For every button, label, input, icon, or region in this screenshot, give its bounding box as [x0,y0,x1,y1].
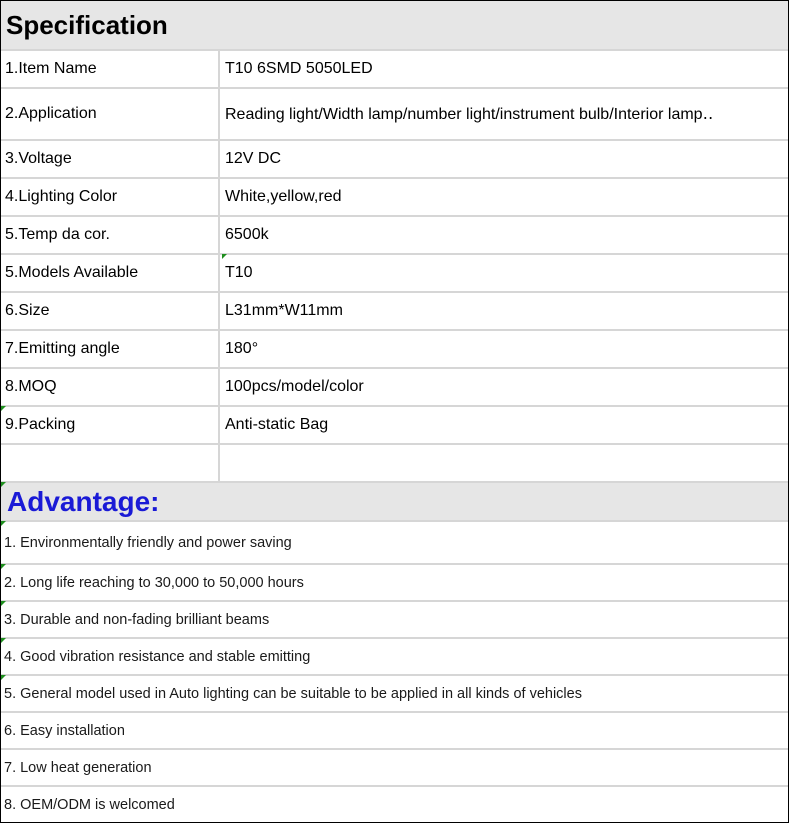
spec-value: L31mm*W11mm [225,302,343,319]
advantage-item [1,676,788,713]
spec-row [1,293,788,331]
spec-row [1,369,788,407]
spec-value: 6500k [225,226,269,243]
spec-value: Anti-static Bag [225,416,329,433]
spec-row [1,179,788,217]
spec-row [1,255,788,293]
advantage-item [1,602,788,639]
spec-label: 3.Voltage [1,141,220,177]
spec-row [1,141,788,179]
spec-value: White,yellow,red [225,188,342,205]
spec-value [222,445,788,481]
advantage-item [1,750,788,787]
advantage-item [1,522,788,565]
spec-label: 8.MOQ [1,369,220,405]
advantage-text: 7. Low heat generation [4,759,152,776]
spec-label: 4.Lighting Color [1,179,220,215]
specification-title: Specification [6,9,168,40]
advantage-item [1,787,788,822]
advantage-item [1,639,788,676]
spec-label: 6.Size [1,293,220,329]
spec-label: 5.Models Available [1,255,220,291]
spec-row [1,89,788,141]
spec-row-empty [1,445,788,483]
spec-label: 2.Application [1,89,220,139]
advantage-header [1,483,788,522]
spec-value: 12V DC [225,150,282,167]
specification-header [1,1,788,51]
spec-value: Reading light/Width lamp/number light/instrument bulb/Interior lamp‥ [225,106,714,123]
advantage-text: 3. Durable and non-fading brilliant beams [4,611,270,628]
spec-value: T10 [225,264,253,281]
advantage-text: 1. Environmentally friendly and power saving [4,534,292,551]
advantage-text: 4. Good vibration resistance and stable emitting [4,648,311,665]
spec-row [1,217,788,255]
spec-label: 9.Packing [1,407,220,443]
advantage-text: 5. General model used in Auto lighting can be suitable to be applied in all kinds of vehicles [4,685,582,702]
spec-row [1,407,788,445]
spec-row [1,331,788,369]
advantage-text: 2. Long life reaching to 30,000 to 50,000 hours [4,574,304,591]
spec-value: T10 6SMD 5050LED [225,60,373,77]
advantage-text: 8. OEM/ODM is welcomed [4,796,175,813]
advantage-title: Advantage: [7,485,160,517]
spec-label: 7.Emitting angle [1,331,220,367]
spec-label [1,445,220,481]
spec-label: 1.Item Name [1,51,220,87]
spec-value: 180° [225,340,259,357]
advantage-item [1,565,788,602]
spec-value: 100pcs/model/color [225,378,364,395]
spec-label: 5.Temp da cor. [1,217,220,253]
advantage-text: 6. Easy installation [4,722,125,739]
advantage-item [1,713,788,750]
spec-row [1,51,788,89]
